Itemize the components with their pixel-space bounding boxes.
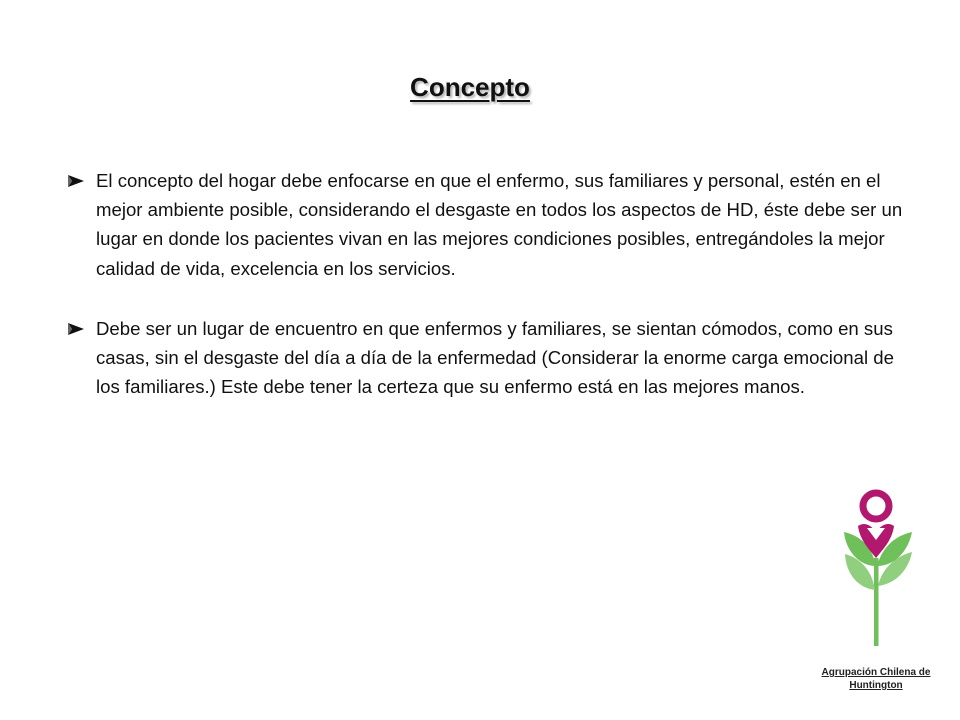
bullet-list <box>68 166 918 401</box>
bullet-item <box>68 314 918 402</box>
logo-caption-line: Agrupación Chilena de <box>821 667 931 678</box>
bullet-text: Debe ser un lugar de encuentro en que enfermos y familiares, se sientan cómodos, como en sus casas, sin el desgaste del día a día de la enfermedad (Considerar la enorme carga emocional de los familiares.) Este debe tener la certeza que su enfermo está en las mejores manos. <box>96 317 894 398</box>
logo-caption-line: Huntington <box>849 680 903 691</box>
logo-caption <box>796 666 956 692</box>
arrowhead-bullet-icon <box>68 323 84 335</box>
bullet-text: El concepto del hogar debe enfocarse en que el enfermo, sus familiares y personal, estén en el mejor ambiente posible, considerando el desgaste en todos los aspectos de HD, éste debe ser un lugar en donde los pacientes vivan en las mejores condiciones posibles, entregándoles la mejor calidad de vida, excelencia en los servicios. <box>96 170 903 279</box>
slide-title: Concepto <box>410 72 530 102</box>
bullet-item <box>68 166 918 283</box>
arrowhead-bullet-icon <box>68 175 84 187</box>
flower-person-logo-icon <box>838 488 918 648</box>
